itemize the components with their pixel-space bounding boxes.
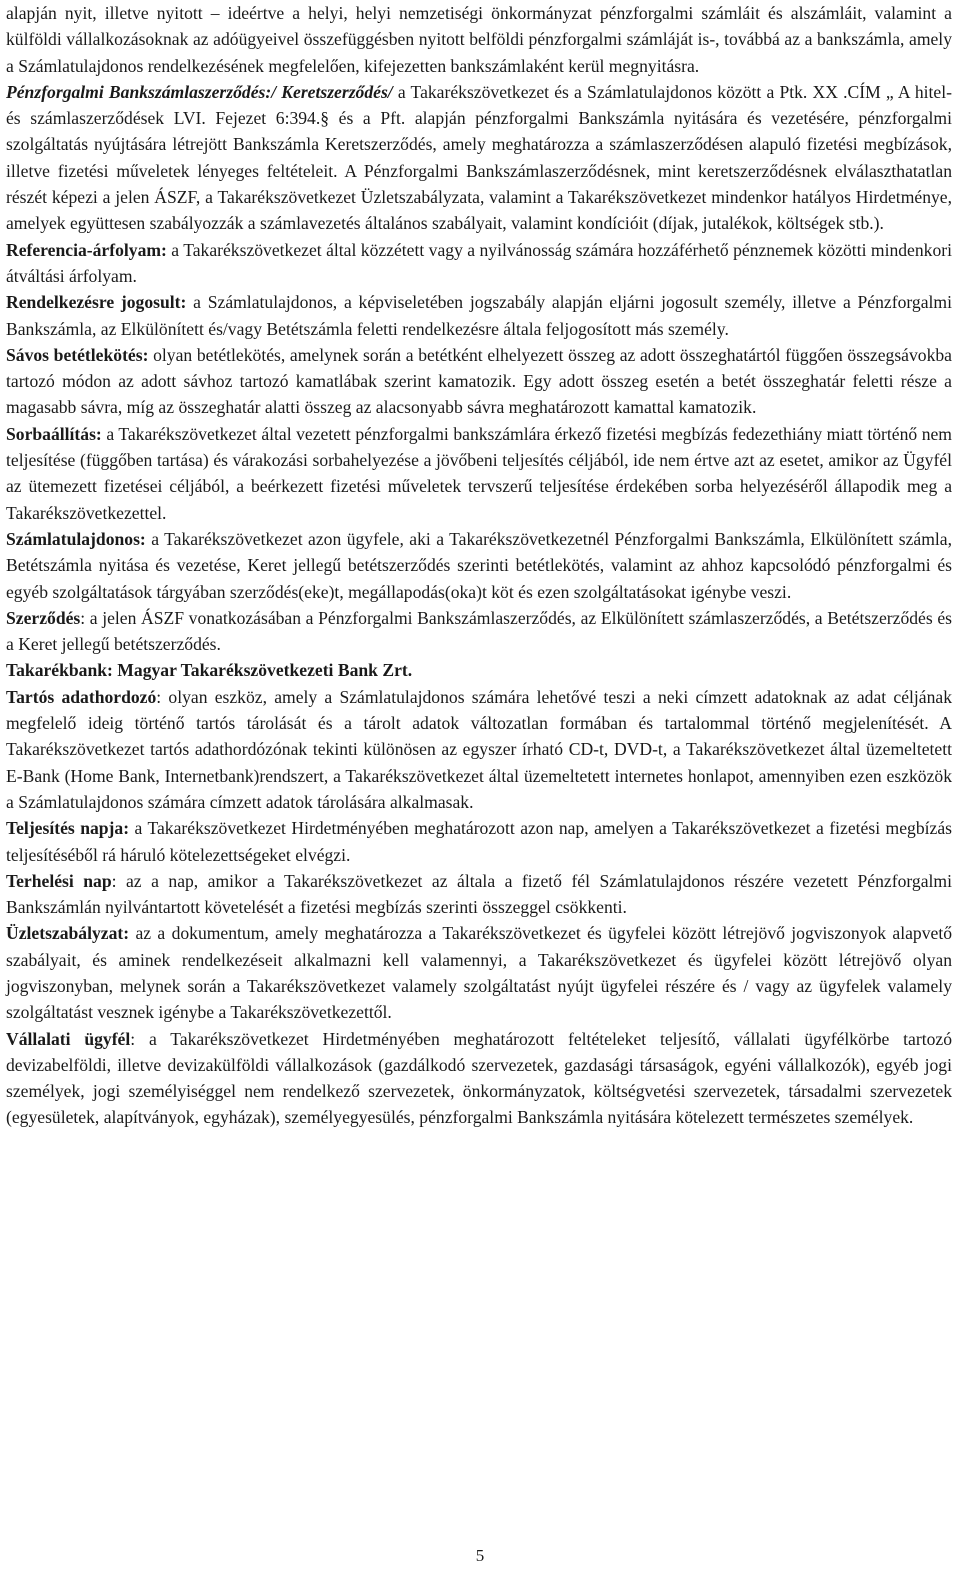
definition-vallalati-ugyfel <box>6 1026 952 1131</box>
document-page <box>6 0 952 1131</box>
definition-term: Vállalati ügyfél <box>6 1028 131 1049</box>
definition-term: Teljesítés napja: <box>6 818 130 839</box>
definition-text: a Takarékszövetkezet és a Számlatulajdonos között a Ptk. XX .CÍM „ A hitel-és számlaszerződések LVI. Fejezet 6:394.§ és a Pft. alapján pénzforgalmi Bankszámla nyitására és vezetésére, pénzforgalmi szolgáltatás nyújtására létrejött Bankszámla Keretszerződés, amely meghatározza a számlaszerződésen alapuló fizetési megbízások, illetve fizetési műveletek lényeges feltételeit. A Pénzforgalmi Bankszámlaszerződésnek, mint keretszerződésnek elválaszthatatlan részét képezi a jelen ÁSZF, a Takarékszövetkezet Üzletszabályzata, valamint a Takarékszövetkezet mindenkor hatályos Hirdetménye, amelyek együttesen szabályozzák a számlavezetés általános szabályait, valamint kondícióit (díjak, jutalékok, költségek stb.). <box>6 81 952 234</box>
definition-text: a Számlatulajdonos, a képviseletében jogszabály alapján eljárni jogosult személy, illetve a Pénzforgalmi Bankszámla, az Elkülönített és/vagy Betétszámla feletti rendelkezésre általa feljogosított más személy. <box>6 292 952 339</box>
definition-szerzodes <box>6 605 952 658</box>
definition-terhelesi-nap <box>6 868 952 921</box>
definition-term: Számlatulajdonos: <box>6 528 146 549</box>
definition-text: a Takarékszövetkezet által vezetett pénzforgalmi bankszámlára érkező fizetési megbízás fedezethiány miatt történő nem teljesítése (függőben tartása) és várakozási sorbahelyezése a jövőbeni teljesítés céljából, ide nem értve azt az esetet, amikor az Ügyfél az ütemezett fizetései céljából, a beérkezett fizetési műveletek tervszerű teljesítése érdekében sorba helyezéséről állapodik meg a Takarékszövetkezettel. <box>6 423 952 523</box>
definition-term: Rendelkezésre jogosult: <box>6 292 187 313</box>
definition-szamlatulajdonos <box>6 526 952 605</box>
definition-sorbaallitas <box>6 421 952 526</box>
definition-term: Tartós adathordozó <box>6 686 157 707</box>
definition-text: az a dokumentum, amely meghatározza a Takarékszövetkezet és ügyfelei között létrejövő jogviszonyok alapvető szabályait, és aminek rendelkezéseit alkalmazni kell valamennyi, a Takarékszövetkezet és ügyfelei között létrejövő olyan jogviszonyban, melynek során a Takarékszövetkezet valamely szolgáltatást nyújt ügyfelei részére és / vagy az ügyfelek valamely szolgáltatást vesznek igénybe a Takarékszövetkezettől. <box>6 923 952 1023</box>
definition-referencia-arfolyam <box>6 237 952 290</box>
definition-text: : a jelen ÁSZF vonatkozásában a Pénzforgalmi Bankszámlaszerződés, az Elkülönített számlaszerződés, a Betétszerződés és a Keret jellegű betétszerződés. <box>6 607 952 655</box>
paragraph-text: alapján nyit, illetve nyitott – ideértve a helyi, helyi nemzetiségi önkormányzat pénzforgalmi számláit és alszámláit, valamint a külföldi vállalkozásoknak az adóügyeivel összefüggésben nyitott belföldi pénzforgalmi számláját is-, továbbá az a bankszámla, amely a Számlatulajdonos rendelkezésének megfelelően, kifejezetten bankszámlaként kerül megnyitásra. <box>6 3 952 76</box>
definition-text: : az a nap, amikor a Takarékszövetkezet az általa a fizető fél Számlatulajdonos részére vezetett Pénzforgalmi Bankszámlán nyilvántartott követelését a fizetési megbízás szerinti összeggel csökkenti. <box>6 870 952 918</box>
definition-term: Pénzforgalmi Bankszámlaszerződés:/ Keretszerződés/ <box>6 81 393 102</box>
definition-penzforgalmi-bankszamlaszerzodes <box>6 79 952 237</box>
definition-teljesites-napja <box>6 815 952 868</box>
definition-term: Takarékbank: Magyar Takarékszövetkezeti Bank Zrt. <box>6 660 413 681</box>
definition-term: Üzletszabályzat: <box>6 923 130 944</box>
definition-text: : a Takarékszövetkezet Hirdetményében meghatározott feltételeket teljesítő, vállalati ügyfélkörbe tartozó devizabelföldi, illetve devizakülföldi vállalkozások (gazdálkodó szervezetek, gazdasági társaságok, egyéni vállalkozók), egyéb jogi személyek, jogi személyiséggel nem rendelkező szervezetek, önkormányzatok, költségvetési szervezetek, társadalmi szervezetek (egyesületek, alapítványok, egyházak), személyegyesülés, pénzforgalmi Bankszámla nyitására kötelezett természetes személyek. <box>6 1028 952 1128</box>
definition-text: olyan betétlekötés, amelynek során a betétként elhelyezett összeg az adott összeghatártól függően összegsávokba tartozó módon az adott sávhoz tartozó kamatlábak szerint kamatozik. Egy adott összeg esetén a betét összeghatár feletti része a magasabb sávra, míg az összeghatár alatti összeg az alacsonyabb sávra meghatározott kamattal kamatozik. <box>6 344 952 418</box>
paragraph-continuation <box>6 0 952 79</box>
definition-text: : olyan eszköz, amely a Számlatulajdonos számára lehetővé teszi a neki címzett adatoknak az adat céljának megfelelő ideig történő tartós tárolását és a tárolt adatok változatlan formában és tartalommal történő megjelenítését. A Takarékszövetkezet tartós adathordózónak tekinti különösen az egyszer írható CD-t, DVD-t, a Takarékszövetkezet által üzemeltetett E-Bank (Home Bank, Internetbank)rendszert, a Takarékszövetkezet által üzemeltetett internetes honlapot, amennyiben ezen eszközök a Számlatulajdonos számára címzett adatok tárolására alkalmasak. <box>6 686 952 812</box>
definition-savos-betetlekotes <box>6 342 952 421</box>
definition-uzletszabalyzat <box>6 920 952 1025</box>
definition-term: Terhelési nap <box>6 870 112 891</box>
definition-takarekbank <box>6 657 952 683</box>
definition-term: Sávos betétlekötés: <box>6 344 149 365</box>
definition-term: Referencia-árfolyam: <box>6 239 167 260</box>
definition-text: a Takarékszövetkezet által közzétett vagy a nyilvánosság számára hozzáférhető pénznemek közötti mindenkori átváltási árfolyam. <box>6 239 952 286</box>
definition-term: Szerződés <box>6 607 81 628</box>
definition-text: a Takarékszövetkezet azon ügyfele, aki a Takarékszövetkezetnél Pénzforgalmi Bankszámla, Elkülönített számla, Betétszámla nyitása és vezetése, Keret jellegű betétszerződés szerinti betétlekötés, valamint az ahhoz kapcsolódó pénzforgalmi és egyéb szolgáltatások tárgyában szerződés(eke)t, megállapodás(oka)t köt és ezen szolgáltatásokat igénybe veszi. <box>6 528 952 602</box>
definition-tartos-adathordozo <box>6 684 952 815</box>
definition-term: Sorbaállítás: <box>6 423 102 444</box>
page-number: 5 <box>475 1546 485 1565</box>
definition-text: a Takarékszövetkezet Hirdetményében meghatározott azon nap, amelyen a Takarékszövetkezet a fizetési megbízás teljesítéséből rá háruló kötelezettségeket elvégzi. <box>6 818 952 865</box>
definition-rendelkezesre-jogosult <box>6 289 952 342</box>
